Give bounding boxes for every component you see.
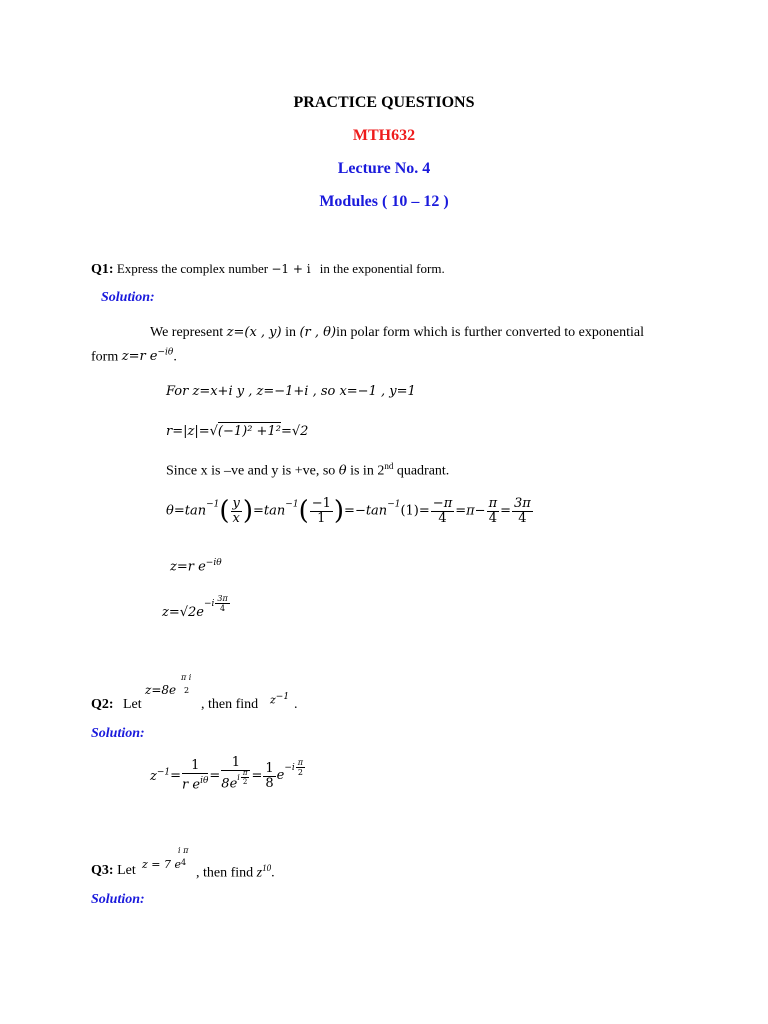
frac-den: [182, 774, 208, 792]
course-code: MTH632: [352, 127, 416, 144]
q1-step3: [166, 461, 449, 480]
q3-question-start: [91, 863, 136, 879]
q2-then-text: , then find: [201, 697, 259, 712]
q2-target: [270, 692, 289, 707]
q3-z-exp-num: i π: [178, 846, 189, 855]
paren-close: ): [333, 496, 345, 526]
q2-label-text: Q2:: [91, 697, 114, 712]
q1-text-after: in the exponential form.: [319, 261, 445, 276]
step3-theta: θ: [338, 463, 347, 479]
q3-label: Q3:: [91, 863, 114, 878]
frac-den: 2: [297, 767, 303, 777]
frac-num: −1: [311, 495, 331, 511]
frac-den: [221, 771, 250, 794]
q2-end: .: [294, 697, 298, 712]
q1-step4-equation: [166, 496, 534, 536]
frac-num: −π: [432, 495, 453, 511]
paren-close: ): [242, 496, 254, 526]
step3-text: Since x is –ve and y is +ve, so: [166, 463, 339, 479]
step3-text: is in 2: [346, 463, 385, 479]
exp-base: z=√2e: [162, 605, 204, 620]
q3-z-definition: z = 7 e: [142, 858, 182, 871]
result-power-sign: −i: [284, 762, 295, 773]
frac-num: π: [297, 757, 304, 767]
paren-open: (: [298, 496, 309, 526]
paren-open: (: [219, 496, 230, 526]
q1-label: Q1:: [91, 262, 114, 277]
equals: =: [418, 503, 430, 519]
equals: =: [251, 768, 263, 784]
result-power: [284, 757, 306, 777]
frac-num: π: [488, 495, 498, 511]
exp-power: −iθ: [157, 348, 174, 358]
frac-den: 4: [488, 510, 497, 526]
q2-z-exp-den: 2: [184, 686, 190, 695]
den-power: iθ: [200, 776, 209, 787]
den-power-i: i: [237, 772, 240, 782]
den-power-frac: [241, 769, 250, 786]
q1-number: −1 + i: [271, 262, 311, 276]
q3-target-power: 10: [262, 863, 272, 873]
fraction-1-over-re: [182, 759, 208, 792]
step2-radicand: (−1)² +1²: [217, 424, 281, 439]
exp-base: z=r e: [170, 559, 206, 575]
eq-neg-tan: =−tan: [344, 503, 388, 519]
lhs-base: z: [150, 769, 157, 785]
q1-paragraph-line1: [150, 325, 644, 341]
para-text: in polar form which is further converted to exponential: [336, 325, 644, 340]
q1-step5: [170, 558, 222, 574]
fraction-y-over-x: [231, 497, 242, 526]
theta-lhs: θ=tan: [166, 503, 207, 519]
step2-lhs: r=|z|=√: [166, 424, 218, 439]
q3-end: .: [271, 865, 275, 881]
q1-text-before: Express the complex number: [113, 261, 269, 276]
q2-z-definition: [145, 683, 176, 697]
target-power: −1: [275, 692, 290, 702]
exp-base: z=8e: [145, 683, 177, 697]
exp-base: z=r e: [121, 349, 158, 365]
exp-sign: −i: [204, 599, 215, 609]
q2-label: [91, 697, 114, 713]
lhs: [150, 769, 170, 784]
tan-argument: (1): [400, 503, 419, 519]
q3-then-text: , then find: [196, 865, 254, 881]
equals: =: [209, 768, 221, 784]
q2-solution-equation: [150, 756, 306, 806]
fraction-1-over-8: [263, 762, 275, 791]
q1-solution-label: Solution:: [101, 290, 155, 305]
frac-num: π: [242, 769, 248, 777]
exp-power: −iθ: [205, 558, 222, 568]
frac-den: 4: [518, 510, 527, 526]
result-base: e: [276, 767, 285, 783]
equals: =: [500, 503, 512, 519]
page-title: PRACTICE QUESTIONS: [293, 94, 475, 111]
den-base: 8e: [221, 776, 238, 792]
q1-question: [91, 261, 445, 278]
step3-superscript: nd: [384, 461, 394, 471]
result-power-frac: [296, 758, 305, 777]
den-base: r e: [182, 777, 201, 793]
frac-den: 4: [220, 604, 226, 613]
q2-z-exp-num: π i: [181, 673, 192, 682]
fraction-neg1-over-1: [310, 497, 333, 526]
step3-text: quadrant.: [393, 463, 450, 479]
fraction-1-over-8e: [221, 756, 250, 794]
q1-paragraph-line2: [91, 348, 177, 365]
q3-target-base: z: [256, 865, 263, 881]
q1-step2: [166, 424, 308, 439]
frac-num: 1: [265, 760, 274, 776]
exp-power: [204, 594, 231, 613]
exp-fraction: [215, 594, 229, 613]
lhs-power: −1: [156, 767, 171, 778]
q2-solution-label: Solution:: [91, 726, 145, 741]
fraction-3pi-over-4: [512, 497, 533, 526]
fraction-pi-over-4: [487, 497, 500, 526]
q1-step1: For z=x+i y , z=−1+i , so x=−1 , y=1: [166, 384, 416, 399]
inverse-power: −1: [206, 499, 220, 510]
inverse-power: −1: [285, 499, 299, 510]
para-text: form: [91, 349, 119, 365]
para-math-polar: (r , θ): [299, 325, 337, 340]
modules-range: Modules ( 10 – 12 ): [319, 193, 449, 210]
target-base: z: [270, 693, 276, 707]
frac-num: 1: [182, 759, 208, 774]
q3-solution-label: Solution:: [91, 892, 145, 907]
frac-den: 8: [265, 775, 274, 791]
eq-tan: =tan: [253, 503, 286, 519]
para-math-z: z=(x , y): [226, 325, 282, 340]
den-power: [237, 769, 250, 786]
para-text: .: [173, 349, 177, 365]
frac-num: 3π: [217, 594, 228, 603]
frac-den: 1: [317, 510, 326, 526]
frac-num: 1: [221, 756, 250, 771]
equals: =: [170, 768, 182, 784]
para-math-exp: [122, 349, 174, 364]
para-text: in: [285, 325, 296, 340]
para-text: We represent: [150, 325, 224, 340]
frac-den: 2: [242, 778, 248, 786]
q3-question-end: [196, 863, 275, 882]
q3-z-exp-den: 4: [181, 858, 187, 867]
fraction-neg-pi-over-4: [431, 497, 454, 526]
result-exp: [276, 757, 306, 783]
frac-num: y: [232, 495, 240, 511]
step2-rhs: =√2: [280, 424, 309, 439]
frac-den: x: [232, 510, 240, 526]
pi-minus: =π−: [455, 503, 486, 519]
inverse-power: −1: [387, 499, 401, 510]
lecture-number: Lecture No. 4: [337, 160, 431, 177]
frac-num: 3π: [514, 495, 531, 511]
frac-den: 4: [438, 510, 447, 526]
q2-let: Let: [123, 697, 142, 712]
q3-let: Let: [113, 863, 136, 878]
